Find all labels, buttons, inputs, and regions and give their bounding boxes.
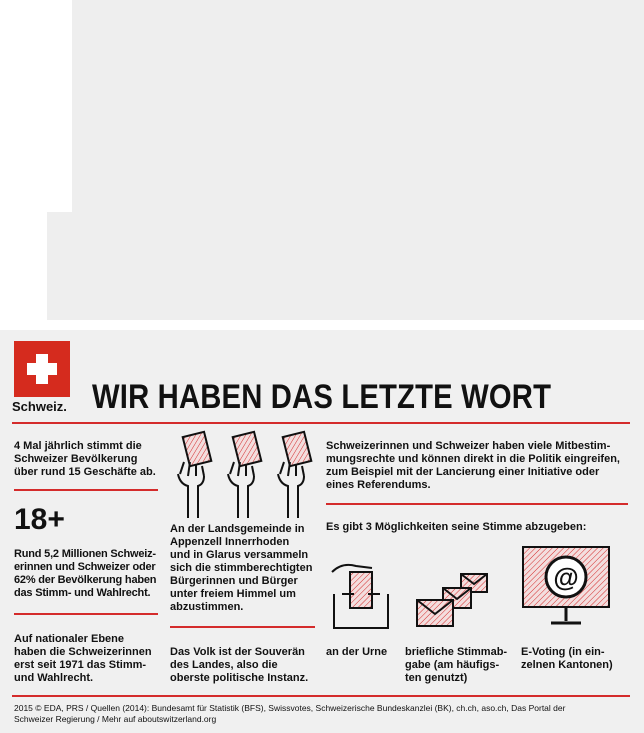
raised-hands-ballot-icon [170,430,320,520]
divider-col3 [326,503,628,505]
col3-mitbestimmung: Schweizerinnen und Schweizer haben viele Mitbestim- mungsrechte und können direkt in die Politik eingreifen, zum Beispiel mit der Lancierung einer Initiative oder eines Referendums. [326,440,620,491]
option-evoting: E-Voting (in ein- zelnen Kantonen) [521,646,613,671]
col1-intro: 4 Mal jährlich stimmt die Schweizer Bevölkerung über rund 15 Geschäfte ab. [14,440,156,478]
divider-title [12,422,630,424]
option-brief: briefliche Stimmab- gabe (am häufigs- ten genutzt) [405,646,508,684]
brand-label: Schweiz. [12,399,67,414]
headline: WIR HABEN DAS LETZTE WORT [92,378,552,416]
divider-footer [12,695,630,697]
ballot-box-icon [328,558,393,633]
col1-stat: Rund 5,2 Millionen Schweiz- erinnen und Schweizer oder 62% der Bevölkerung haben das Stimm- und Wahlrecht. [14,548,157,599]
divider-col1-a [14,489,158,491]
col1-history: Auf nationaler Ebene haben die Schweizerinnen erst seit 1971 das Stimm- und Wahlrecht. [14,633,152,684]
swiss-flag-logo [14,341,70,397]
divider-col2 [170,626,315,628]
envelopes-icon [415,572,500,632]
col2-landsgemeinde: An der Landsgemeinde in Appenzell Innerrhoden und in Glarus versammeln sich die stimmberechtigten Bürgerinnen und Bürger unter freiem Himmel um abzustimmen. [170,523,313,613]
col2-souveraen: Das Volk ist der Souverän des Landes, also die oberste politische Instanz. [170,646,309,684]
svg-text:@: @ [553,562,579,592]
image-placeholder-top [72,0,644,212]
image-placeholder-bottom [47,212,644,320]
footer-sources: 2015 © EDA, PRS / Quellen (2014): Bundesamt für Statistik (BFS), Swissvotes, Schweizerische Bundeskanzlei (BK), ch.ch, aso.ch, Das Portal der Schweizer Regierung / Mehr auf aboutswitzerland.org [14,703,566,724]
col3-moeglichkeiten: Es gibt 3 Möglichkeiten seine Stimme abzugeben: [326,521,587,533]
option-urne: an der Urne [326,646,388,658]
divider-col1-b [14,613,158,615]
monitor-at-icon [521,545,611,635]
big-number: 18+ [14,503,65,536]
